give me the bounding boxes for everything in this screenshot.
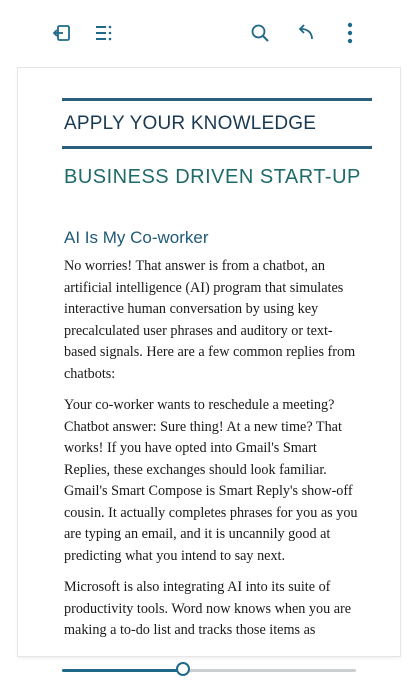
section-rule xyxy=(62,146,372,149)
status-bar xyxy=(0,0,418,8)
toc-icon[interactable] xyxy=(92,21,116,45)
more-icon[interactable] xyxy=(338,21,362,45)
section-label: APPLY YOUR KNOWLEDGE xyxy=(64,113,317,134)
reading-progress-slider[interactable] xyxy=(62,669,356,672)
progress-fill xyxy=(62,669,183,672)
slider-thumb[interactable] xyxy=(176,662,190,676)
exit-icon[interactable] xyxy=(50,21,74,45)
paragraph: No worries! That answer is from a chatbot, an artificial intelligence (AI) program that simulates interactive human conversation by using key precalculated user phrases and auditory or text-based signals. Here are a few common replies from chatbots: xyxy=(64,258,356,382)
book-page xyxy=(18,68,400,656)
back-icon[interactable] xyxy=(294,21,318,45)
section-title: BUSINESS DRIVEN START-UP xyxy=(64,166,361,188)
body-text xyxy=(64,256,360,652)
reader-toolbar xyxy=(0,8,418,56)
case-subhead: AI Is My Co-worker xyxy=(64,228,209,247)
page-bottom-mask xyxy=(18,646,400,656)
paragraph: Your co-worker wants to reschedule a meeting? Chatbot answer: Sure thing! At a new time? That works! If you have opted into Gmail's Smart Replies, these exchanges should look familiar. Gmail's Smart Compose is Smart Reply's show-off cousin. It actually completes phrases for you as you are typing an email, and it is uncannily good at predicting what you intend to say next. xyxy=(64,397,358,564)
paragraph: Microsoft is also integrating AI into its suite of productivity tools. Word now knows when you are making a to-do list and tracks those items as xyxy=(64,579,352,638)
search-icon[interactable] xyxy=(248,21,272,45)
top-rule xyxy=(62,98,372,101)
